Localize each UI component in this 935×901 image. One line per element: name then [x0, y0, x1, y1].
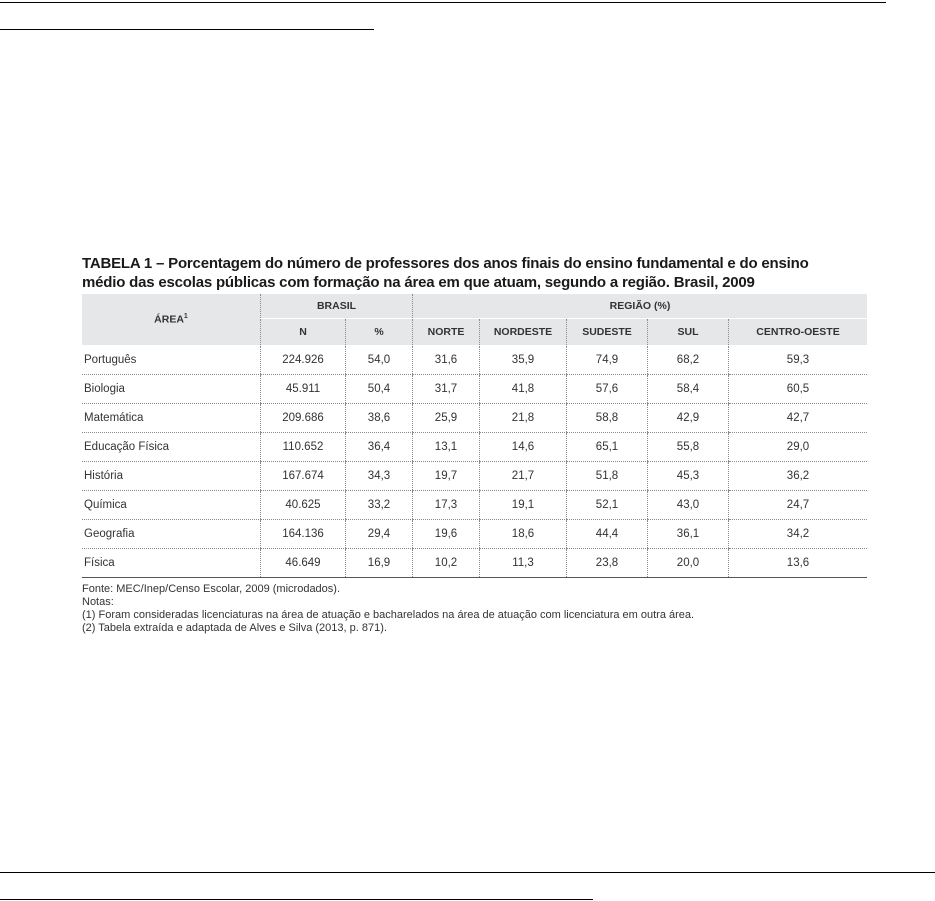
cell-pct: 50,4 — [346, 375, 413, 404]
cell-area: Física — [82, 549, 261, 578]
cell-nordeste: 11,3 — [480, 549, 567, 578]
cell-n: 46.649 — [261, 549, 346, 578]
cell-centro-oeste: 34,2 — [729, 520, 868, 549]
cell-norte: 31,6 — [413, 346, 480, 375]
table-source: Fonte: MEC/Inep/Censo Escolar, 2009 (microdados). — [82, 583, 341, 595]
cell-centro-oeste: 24,7 — [729, 491, 868, 520]
header-sul: SUL — [648, 319, 729, 346]
header-sudeste: SUDESTE — [567, 319, 648, 346]
note-1: (1) Foram consideradas licenciaturas na área de atuação e bacharelados na área de atuação com licenciatura em outra área. — [82, 609, 695, 621]
cell-area: Química — [82, 491, 261, 520]
table-row — [82, 462, 867, 491]
cell-centro-oeste: 59,3 — [729, 346, 868, 375]
header-nordeste: NORDESTE — [480, 319, 567, 346]
table-row — [82, 433, 867, 462]
cell-norte: 25,9 — [413, 404, 480, 433]
table-caption-line1: TABELA 1 – Porcentagem do número de professores dos anos finais do ensino fundamental e do ensino — [82, 255, 809, 272]
table-caption — [82, 254, 872, 292]
cell-area: Português — [82, 346, 261, 375]
cell-area: Biologia — [82, 375, 261, 404]
header-area: ÁREA$^1$ — [82, 294, 261, 346]
cell-nordeste: 19,1 — [480, 491, 567, 520]
cell-pct: 34,3 — [346, 462, 413, 491]
cell-nordeste: 18,6 — [480, 520, 567, 549]
cell-n: 164.136 — [261, 520, 346, 549]
cell-sudeste: 51,8 — [567, 462, 648, 491]
bottom-rule-long — [0, 872, 935, 873]
cell-n: 224.926 — [261, 346, 346, 375]
cell-n: 167.674 — [261, 462, 346, 491]
cell-sul: 36,1 — [648, 520, 729, 549]
data-table — [82, 294, 867, 578]
cell-norte: 31,7 — [413, 375, 480, 404]
cell-pct: 54,0 — [346, 346, 413, 375]
cell-sudeste: 52,1 — [567, 491, 648, 520]
table-row — [82, 346, 867, 375]
cell-norte: 19,7 — [413, 462, 480, 491]
header-norte: NORTE — [413, 319, 480, 346]
cell-pct: 29,4 — [346, 520, 413, 549]
cell-area: Matemática — [82, 404, 261, 433]
table-block — [82, 254, 872, 635]
cell-area: Geografia — [82, 520, 261, 549]
table-header — [82, 294, 867, 346]
cell-sudeste: 57,6 — [567, 375, 648, 404]
cell-norte: 10,2 — [413, 549, 480, 578]
cell-norte: 17,3 — [413, 491, 480, 520]
cell-norte: 19,6 — [413, 520, 480, 549]
cell-sul: 58,4 — [648, 375, 729, 404]
table-row — [82, 520, 867, 549]
cell-sul: 45,3 — [648, 462, 729, 491]
table-body — [82, 346, 867, 578]
cell-sudeste: 44,4 — [567, 520, 648, 549]
cell-area: Educação Física — [82, 433, 261, 462]
cell-centro-oeste: 36,2 — [729, 462, 868, 491]
cell-sudeste: 58,8 — [567, 404, 648, 433]
cell-pct: 33,2 — [346, 491, 413, 520]
table-row — [82, 491, 867, 520]
header-pct: % — [346, 319, 413, 346]
cell-n: 110.652 — [261, 433, 346, 462]
notes-label: Notas: — [82, 596, 114, 608]
header-brasil: BRASIL — [261, 294, 413, 319]
cell-n: 40.625 — [261, 491, 346, 520]
cell-nordeste: 35,9 — [480, 346, 567, 375]
cell-centro-oeste: 29,0 — [729, 433, 868, 462]
table-notes — [82, 583, 872, 635]
cell-area: História — [82, 462, 261, 491]
table-caption-line2: médio das escolas públicas com formação na área em que atuam, segundo a região. Brasil, 2009 — [82, 274, 755, 291]
cell-centro-oeste: 60,5 — [729, 375, 868, 404]
header-area-footnote: 1 — [183, 313, 188, 321]
cell-n: 45.911 — [261, 375, 346, 404]
note-2: (2) Tabela extraída e adaptada de Alves e Silva (2013, p. 871). — [82, 622, 387, 634]
cell-pct: 36,4 — [346, 433, 413, 462]
cell-nordeste: 21,7 — [480, 462, 567, 491]
table-row — [82, 375, 867, 404]
cell-norte: 13,1 — [413, 433, 480, 462]
cell-nordeste: 14,6 — [480, 433, 567, 462]
cell-nordeste: 41,8 — [480, 375, 567, 404]
cell-centro-oeste: 42,7 — [729, 404, 868, 433]
cell-pct: 38,6 — [346, 404, 413, 433]
bottom-rule-short — [0, 899, 593, 900]
table-row — [82, 549, 867, 578]
cell-sudeste: 65,1 — [567, 433, 648, 462]
cell-sul: 43,0 — [648, 491, 729, 520]
cell-pct: 16,9 — [346, 549, 413, 578]
header-n: N — [261, 319, 346, 346]
table-row — [82, 404, 867, 433]
header-centro-oeste: CENTRO-OESTE — [729, 319, 868, 346]
cell-sul: 20,0 — [648, 549, 729, 578]
cell-sul: 68,2 — [648, 346, 729, 375]
cell-centro-oeste: 13,6 — [729, 549, 868, 578]
cell-sul: 42,9 — [648, 404, 729, 433]
cell-sul: 55,8 — [648, 433, 729, 462]
cell-nordeste: 21,8 — [480, 404, 567, 433]
top-rule-short — [0, 29, 374, 30]
top-rule-long — [0, 2, 886, 3]
header-regiao: REGIÃO (%) — [413, 294, 868, 319]
cell-sudeste: 23,8 — [567, 549, 648, 578]
cell-sudeste: 74,9 — [567, 346, 648, 375]
cell-n: 209.686 — [261, 404, 346, 433]
